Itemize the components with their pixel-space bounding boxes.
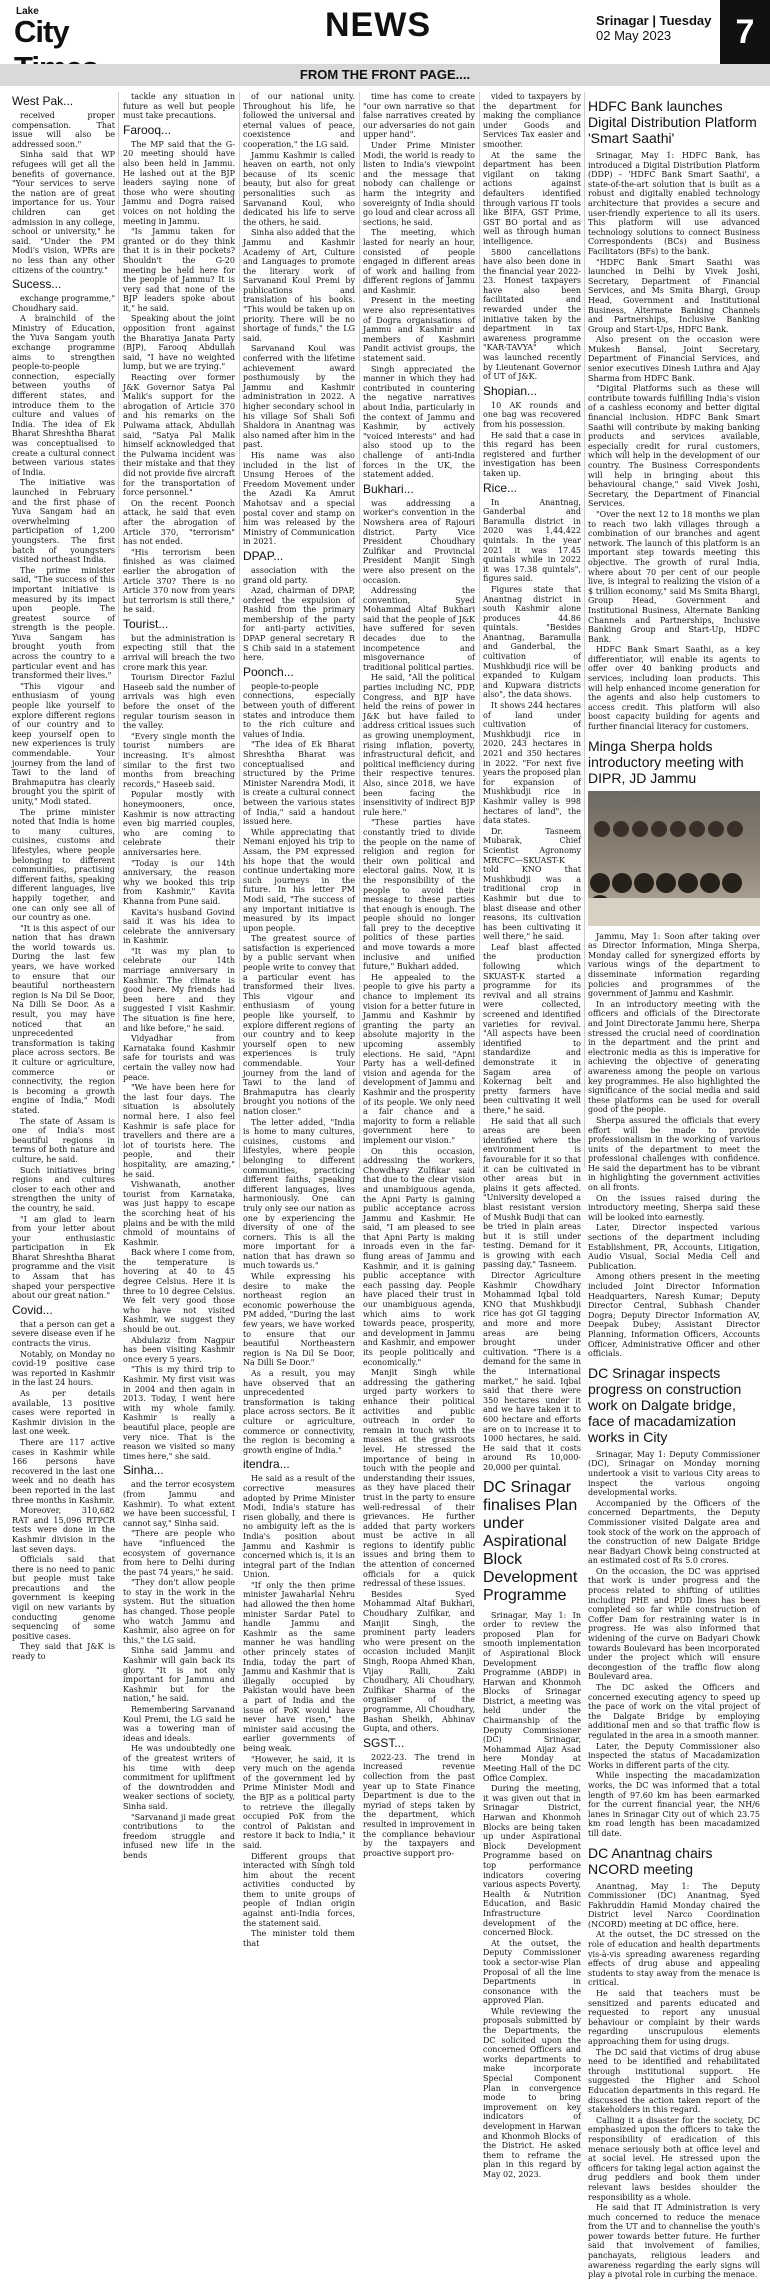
paragraph: The initiative was launched in February and the first phase of Yuva Sangam had an overwhelming participation of 1,200 youngsters. The first batch of youngsters visited northeast India. bbox=[12, 478, 115, 565]
story-body bbox=[12, 111, 115, 275]
paragraph: Vidyadhar from Karnataka found Kashmir safe for tourists and was certain the valley now had peace. bbox=[123, 1034, 235, 1082]
paragraph: 5800 cancellations have also been done in the financial year 2022-23. Honest taxpayers have also been facilitated and rewarded under the initiative taken by the department in tax awareness programme "KAR-TAVYA" which was launched recently by Lieutenant Governor of UT of J&K. bbox=[483, 247, 581, 382]
paragraph: but the administration is expecting still that the arrival will breach the two crore mark this year. bbox=[123, 633, 235, 672]
front-page-bar: FROM THE FRONT PAGE.... bbox=[0, 64, 770, 86]
story-body bbox=[483, 1611, 581, 2180]
paragraph: He said that a case in this regard has been registered and further investigation has been taken up. bbox=[483, 430, 581, 478]
paragraph: association with the grand old party. bbox=[243, 565, 355, 585]
paragraph: Remembering Sarvanand Koul Premi, the LG said he was a towering man of ideas and ideals. bbox=[123, 1705, 235, 1743]
story-body bbox=[243, 682, 355, 1456]
paragraph: Besides Syed Mohammad Altaf Bukhari, Choudhary Zulfikar, and Manjit Singh, the prominent party leaders who were present on the occasion included Manjit Singh, Roopa Ahmed Khan, Vijay Ralli, Zaki Choudhary, Ali Choudhary, Zulfikar Sharma of the organiser of the programme, Ali Choudhary, Bashan Sheikh, Abhinav Gupta, and others. bbox=[363, 1589, 476, 1734]
paragraph: The meeting, which lasted for nearly an hour, consisted of people engaged in different areas of work and hailing from different regions of Jammu and Kashmir. bbox=[363, 228, 475, 295]
column-4 bbox=[363, 92, 476, 1858]
story-kicker[interactable]: Shopian... bbox=[483, 383, 538, 398]
paragraph: Sinha said that WP refugees will get all the benefits of governance. "Your services to serve the nation are of great importance for us. Your children can get admission in any college, school or university," he said. "Under the PM Modi's vision, WPRs are no less than any other citizens of the country." bbox=[12, 150, 115, 275]
paragraph: They said that J&K is ready to bbox=[12, 1642, 115, 1662]
paragraph: The state of Assam is one of India's most beautiful regions in terms of both nature and culture, he said. bbox=[12, 1116, 115, 1164]
story-body bbox=[363, 92, 475, 480]
column-2 bbox=[123, 92, 235, 1860]
paragraph: Figures state that Anantnag district in south Kashmir alone produces 44.86 quintals. "Besides Anantnag, Baramulla and Ganderbal, the cultivation of Mushkbudji rice will be expanded to Kulgam and Kupwara districts also", the data shows. bbox=[483, 584, 581, 700]
paragraph: The greatest source of satisfaction is experienced by a public servant when people write to convey that a particular event has transformed their lives. This vigour and enthusiasm of young people like yourself, to explore different regions of our country and to keep yourself open to new experiences is truly commendable. Your journey from the land of Tawi to the land of Brahmaputra has clearly brought you notions of the nation closer." bbox=[243, 934, 355, 1116]
story-kicker[interactable]: Sinha... bbox=[123, 1463, 164, 1478]
paragraph: "His terrorism been finished as was claimed earlier the abrogation of Article 370? There is no Article 370 now from years but terrorism is still there," he said. bbox=[123, 547, 235, 615]
paragraph: Sarvanand Koul was conferred with the lifetime achievement award posthumously by the Jammu and Kashmir administration in 2022. A higher secondary school in his village Sof Shali Sofi Shaldora in Anantnag was also named after him in the past. bbox=[243, 344, 355, 450]
paragraph: Among others present in the meeting included Joint Director Information Headquarters, Naresh Kumar; Deputy Director Central, Subhash Chander Dogra; Deputy Director Information AV, Deepak Dubey; Assistant Director Planning, Information Officers, Accounts Officer, Administrative Officer and other officials. bbox=[588, 1272, 760, 1359]
paragraph: During the meeting, it was given out that in Srinagar District, Harwan and Khonmoh Blocks are being taken up under Aspirational Block Development Programme based on top performance indicators covering various aspects Poverty, Health & Nutrition Education, and Basic Infrastructure development of the concerned Block. bbox=[483, 1784, 581, 1938]
paragraph: "This is my third trip to Kashmir. My first visit was in 2004 and then again in 2013. Today, I went here with my whole family. Kashmir is really a beautiful place, people are very nice. That is the reason we visited so many times here," she said. bbox=[123, 1365, 235, 1461]
paragraph: Calling it a disaster for the society, DC emphasized upon the officers to take the responsibility of eradication of this menace seriously both at office level and at social level. He stressed upon the officers for taking legal action against the drug peddlers and book them under relevant laws besides shoulder the responsibility as a whole. bbox=[588, 2115, 760, 2202]
paragraph: Manjit Singh while addressing the gathering urged party workers to enhance their political activities and public outreach in order to remain in touch with the masses at the grassroots level. He stressed the importance of being in touch with the people and understanding their issues, as they have placed their trust in the party to ensure well-redressal of their grievances. He further added that party workers must be active in all regions to identify public issues and bring them to the attention of concerned officials for a quick redressal of these issues. bbox=[363, 1368, 475, 1589]
paragraph: time has come to create "our own narrative so that false narratives created by our adversaries do not gain upper hand". bbox=[363, 92, 475, 140]
dateline bbox=[596, 13, 716, 43]
story-kicker[interactable]: SGST... bbox=[363, 1735, 405, 1750]
paragraph: "Sarvanand ji made great contributions to the freedom struggle and infused new life in the bends bbox=[123, 1812, 235, 1860]
paragraph: Speaking about the joint opposition front against the Bharatiya Janata Party (BJP), Farooq Abdullah said, "I have no weighted lump, but we are trying." bbox=[123, 314, 235, 372]
paragraph: Also present on the occasion were Mukesh Bansal, Joint Secretary, Department of Financial Services, and senior executives Dinesh Luthra and Ajay Sharma from HDFC Bank. bbox=[588, 335, 760, 383]
paragraph: Such initiatives bring regions and cultures closer to each other and strengthen the unity of the country, he said. bbox=[12, 1165, 115, 1213]
story-kicker[interactable]: Tourist... bbox=[123, 616, 169, 631]
paragraph: Popular mostly with honeymooners, once, Kashmir is now attracting even big married couples, who are coming to celebrate their anniversaries here. bbox=[123, 790, 235, 857]
story-body bbox=[12, 294, 115, 1301]
paragraph: He said as a result of the corrective measures adopted by Prime Minister Modi, India's stature has risen globally, and there is no ambiguity left as the is India's position about Jammu and Kashmir is concerned which is, it is an integral part of the Indian Union. bbox=[243, 1474, 355, 1580]
paragraph: The MP said that the G-20 meeting should have also been held in Jammu. He lashed out at the BJP leaders saying none of those who were shouting Jammu and Dogra raised voices on not holding the meeting in Jammu. bbox=[123, 139, 235, 226]
paragraph: HDFC Bank Smart Saathi, as a key differentiator, will enable its agents to offer over 40 banking products and services, including loan products. This will help enhanced income generation for the agents and also help customers to access credit. This platform will also boost capacity building for agents and further financial literacy for customers. bbox=[588, 645, 760, 732]
city-day: Srinagar | Tuesday bbox=[596, 13, 712, 28]
column-3 bbox=[243, 92, 355, 1948]
paragraph: Kavita's husband Govind said it was his idea to celebrate the anniversary in Kashmir. bbox=[123, 907, 235, 946]
paragraph: At the outset, the DC stressed on the role of education and health departments vis-à-vis spreading awareness regarding effects of drug abuse and appealing students to stay away from the menace is critical. bbox=[588, 1930, 760, 1988]
right-news-column bbox=[588, 92, 760, 2280]
paragraph: "Every single month the tourist numbers are increasing. It's almost similar to the first two months from breaching records," Haseeb said. bbox=[123, 731, 235, 789]
story-body bbox=[243, 1474, 355, 1948]
paragraph: people-to-people connections, especially between youth of different states and introduce them to the rich culture and values of India. bbox=[243, 681, 355, 739]
paragraph: Later, the Deputy Commissioner also inspected the status of Macadamization Works in different parts of the city. bbox=[588, 1741, 760, 1770]
paragraph: "Today is our 14th anniversary, the reason why we booked this trip from Kashmir," Kavita Khanna from Pune said. bbox=[123, 858, 235, 906]
hdfc-headline[interactable]: HDFC Bank launches Digital Distribution Platform 'Smart Saathi' bbox=[588, 98, 757, 146]
story-body bbox=[483, 92, 581, 382]
paragraph: In an introductory meeting with the officers and officials of the Directorate and Joint Directorate Jammu here, Sherpa stressed the crucial need of coordination in the department and the print and electronic media as this is imperative for achieving the objective of generating awareness among the people on various key programmes. He also highlighted the significance of the social media and said these platforms can be used for overall good of the people. bbox=[588, 999, 760, 1115]
paragraph: "HDFC Bank Smart Saathi was launched in Delhi by Vivek Joshi, Secretary, Department of Financial Services, and Ms Smita Bhargi, Group Head, Government and Institutional Business, Alternate Banking Channels and Partnerships, Inclusive Banking Group and Start-Ups, HDFC Bank. bbox=[588, 257, 760, 334]
paragraph: vided to taxpayers by the department for making the compliance under Goods and Services Tax easier and smoother. bbox=[483, 92, 581, 149]
column-1 bbox=[12, 92, 115, 1662]
paragraph: Srinagar, May 1: In order to review the proposed Plan for smooth implementation of Aspirational Block Development Programme (ABDP) in Harwan and Khonmoh Blocks of Srinagar District, a meeting was held under the Chairmanship of the Deputy Commissioner (DC) Srinagar, Mohammad Aijaz Asad here Monday at Meeting Hall of the DC Office Complex. bbox=[483, 1610, 581, 1783]
story-kicker[interactable]: Covid... bbox=[12, 1302, 53, 1317]
paragraph: As a result, you may have observed that an unprecedented transformation is taking place across sectors. Be it culture or agriculture, commerce or connectivity, the region is becoming a growth engine of India." bbox=[243, 1369, 355, 1455]
paragraph: His name was also included in the list of Unsung Heroes of the Freedom Movement under the Azadi Ka Amrut Mahotsav and a special postal cover and stamp on him was released by the Ministry of Communication in 2021. bbox=[243, 450, 355, 547]
paragraph: "We have been here for the last four days. The situation is absolutely normal here. I also feel Kashmir is safe place for travellers and there are a lot of tourists here. The people, and their hospitality, are amazing," he said. bbox=[123, 1083, 235, 1179]
paragraph: While expressing his desire to make the northeast region an economic powerhouse the PM added, "During the last few years, we have worked to ensure that our beautiful Northeastern region is Na Dil Se Door, Na Dilli Se Door." bbox=[243, 1272, 355, 1368]
paragraph: Srinagar, May 1: Deputy Commissioner (DC), Srinagar on Monday morning undertook a visit to various City areas to inspect the various ongoing developmental works. bbox=[588, 1449, 760, 1498]
paragraph: Addressing the convention, Syed Mohammad Altaf Bukhari said that the people of J&K have suffered for seven decades due to the incompetence and misgovernance of traditional political parties. bbox=[363, 586, 475, 672]
newspaper-logo[interactable] bbox=[14, 6, 156, 62]
paragraph: 2022-23. The trend in increased revenue collection from the past year up to State Finance Department is due to the myriad of steps taken by the department, which resulted in improvement in the compliance behaviour by the taxpayers and proactive support pro- bbox=[363, 1752, 475, 1858]
column-rule bbox=[359, 92, 360, 1168]
story-kicker[interactable]: Farooq... bbox=[123, 122, 172, 137]
paragraph: Anantnag, May 1: The Deputy Commissioner (DC) Anantnag, Syed Fakhruddin Hamid Monday chaired the District level Narco Coordination (NCORD) meeting at DC office, here. bbox=[588, 1881, 760, 1929]
paragraph: A brainchild of the Ministry of Education, the Yuva Sangam youth exchange programme aims to strengthen people-to-people connection, especially between youths of different states, and introduce them to the culture and values of India. The idea of Ek Bharat Shreshtha Bharat was conceptualised to create a cultural connect between various states of India. bbox=[12, 314, 115, 477]
paragraph: In Anantnag, Ganderbal and Baramulla district in 2020 was 1,44,422 quintals. In the year 2021 it was 17.45 quintals while in 2022 it was 17.38 quintals", figures said. bbox=[483, 497, 581, 584]
paragraph: While inspecting the macadamization works, the DC was informed that a total length of 97.60 km has been earmarked for the current financial year, the NH/6 lanes in Srinagar City out of which 23.75 km road length has been macadamized till date. bbox=[588, 1771, 760, 1838]
paragraph: Abdulaziz from Nagpur has been visiting Kashmir once every 5 years. bbox=[123, 1335, 235, 1364]
story-body bbox=[363, 499, 475, 1734]
story-body bbox=[588, 151, 760, 732]
story-kicker[interactable]: West Pak... bbox=[12, 94, 74, 108]
story-body bbox=[123, 140, 235, 615]
paragraph: Dr. Tasneem Mubarak, Chief Scientist Agronomy MRCFC—SKUAST-K told KNO that Mushkbudji was a traditional crop in Kashmir but due to blast disease and other reasons, its cultivation has been cultivating it well there," he said. bbox=[483, 826, 581, 942]
paragraph: Officials said that there is no need to panic but people must take precautions and the government is keeping vigil on new variants by conducting genome sequencing of some positive cases. bbox=[12, 1555, 115, 1641]
paragraph: The letter added, "India is home to many cultures, cuisines, customs and lifestyles, where people belonging to different communities, practicing different faiths, speaking different languages, lives harmoniously. One can truly only see our nation as one by experiencing the diversity of one of the corners. This is all the more important for a nation that has drawn so much towards us." bbox=[243, 1117, 355, 1271]
dalgate-headline[interactable]: DC Srinagar inspects progress on construction work on Dalgate bridge, face of macadamization works in City bbox=[588, 1364, 742, 1445]
column-rule bbox=[479, 92, 480, 1168]
paragraph: While appreciating that Nemani enjoyed his trip to Assam, the PM expressed his hope that the would continue undertaking more such journeys in the future. In his letter PM Modi said, "The success of any important initiative is measured by its impact upon people. bbox=[243, 827, 355, 933]
column-rule bbox=[118, 92, 119, 1168]
paragraph: At the outset, the Deputy Commissioner took a sector-wise Plan Proposal of all the line Departments in consonance with the approved Plan. bbox=[483, 1938, 581, 2006]
paragraph: "If only the then prime minister Jawaharlal Nehru had allowed the then home minister Sardar Patel to handle Jammu and Kashmir as the same manner he was handling other princely states of India, today the part of Jammu and Kashmir that is illegally occupied by Pakistan would have been a part of India and the issue of PoK would have never have risen," the minister said accusing the earlier governments of being weak. bbox=[243, 1580, 355, 1753]
paragraph: Jammu, May 1: Soon after taking over as Director Information, Minga Sherpa, Monday called for synergized efforts by various wings of the department to disseminate information regarding policies and programmes of the government of Jammu and Kashmir. bbox=[588, 931, 760, 999]
story-body bbox=[483, 401, 581, 479]
column-rule bbox=[239, 92, 240, 1168]
paragraph: The prime minister said, "The success of this important initiative is measured by its impact upon people. The greatest source of strength is the people. Yuva Sangam has brought youth from across the country to a particular event and has transformed their lives." bbox=[12, 565, 115, 681]
paragraph: He said that teachers must be sensitized and parents educated and requested to report any unusual behaviour or complaint by their wards regarding unscrupulous elements approaching them for using drugs. bbox=[588, 1989, 760, 2046]
story-body bbox=[123, 92, 235, 121]
paragraph: Later, Director inspected various sections of the department including Establishment, PR, Accounts, Litigation, Audio Visual, Social Media Cell and Publication. bbox=[588, 1223, 760, 1271]
story-kicker[interactable]: itendra... bbox=[243, 1457, 290, 1472]
story-kicker[interactable]: Bukhari... bbox=[363, 481, 414, 496]
paragraph: While reviewing the proposals submitted by the Departments, the DC solicited upon the concerned Officers and works departments to make incorporate Special Component Plan in convergence mode to bring improvement on key indicators of development in Harwan and Khonmoh Blocks of the District. He asked them to reframe the plan in this regard by May 02, 2023. bbox=[483, 2006, 581, 2179]
paragraph: Sinha said Jammu and Kashmir will gain back its glory. "It is not only important for Jammu and Kashmir but for the nation," he said. bbox=[123, 1646, 235, 1704]
paragraph: "This vigour and enthusiasm of young people like yourself to explore different regions of our country and to keep yourself open to new experiences is truly commendable. Your journey from the land of Tawi to the land of Brahmaputra has clearly brought you the spirit of unity," Modi stated. bbox=[12, 681, 115, 806]
paragraph: Vishwanath, another tourist from Karnataka, was just happy to escape the scorching heat of his plains and be with the mild chmold of mountains of Kashmir. bbox=[123, 1180, 235, 1247]
paragraph: Azad, chairman of DPAP, ordered the expulsion of Rashid from the primary membership of the party for anti-party activities, DPAP general secretary R S Chib said in a statement here. bbox=[243, 586, 355, 663]
masthead bbox=[0, 0, 770, 64]
logo-main-text: City bbox=[14, 14, 69, 49]
paragraph: On this occasion, addressing the workers, Chowdhary Zulfikar said that due to the clear vision and unambiguous agenda, the Apni Party is gaining public acceptance across Jammu and Kashmir. He said, "I am pleased to see that Apni Party is making inroads even in the far-flung areas of Jammu and Kashmir, and it is gaining public acceptance with each passing day. People have placed their trust in our unambiguous agenda, which aims to work towards peace, prosperity, and development in Jammu and Kashmir, and empower its people politically and economically." bbox=[363, 1146, 475, 1367]
paragraph: There are 117 active cases in Kashmir while 166 persons have recovered in the last one week and no death has been reported in the last three months in Kashmir. bbox=[12, 1437, 115, 1505]
paragraph: "Is Jammu taken for granted or do they think that it is in their pockets? Shouldn't the G-20 meeting be held here for the people of Jammu? It is very sad that none of the BJP leaders spoke about it," he said. bbox=[123, 227, 235, 313]
paragraph: Back where I come from, the temperature is hovering at 40 to 45 degree Celsius. Here it is three to 10 degree Celsius. We felt very good those who have not visited Kashmir, we suggest they should be out. bbox=[123, 1248, 235, 1335]
dc-srinagar-headline[interactable]: DC Srinagar finalises Plan under Aspirational Block Development Programme bbox=[483, 1478, 578, 1604]
issue-date: 02 May 2023 bbox=[596, 28, 672, 43]
story-kicker[interactable]: Poonch... bbox=[243, 664, 294, 679]
paragraph: "It is this aspect of our nation that has drawn the world towards us. During the last few years, we have worked to ensure that our beautiful northeastern region is Na Dil Se Door, Na Dilli Se Door. As a result, you may have noticed that an unprecedented transformation is taking place across sectors. Be it culture or agriculture, commerce or connectivity, the region is becoming a growth engine of India," Modi stated. bbox=[12, 923, 115, 1115]
paragraph: "Digital Platforms such as these will contribute towards fulfilling India's vision of a cashless economy and better digital financial inclusion. HDFC Bank Smart Saathi will contribute by making banking products and services available, especially credit for rural customers, which will help in the development of our country. The Business Correspondents will help in bringing about this behavioural change," said Vivek Joshi, Secretary, the Department of Financial Services. bbox=[588, 384, 760, 509]
paragraph: Accompanied by the Officers of the concerned Departments, the Deputy Commissioner visited Dalgate area and took stock of the work on the approach of the construction of new Dalgate Bridge near Badyari Chowk being constructed at an estimated cost of Rs 5.0 crores. bbox=[588, 1498, 760, 1566]
story-body bbox=[363, 1753, 475, 1859]
paragraph: Sinha also added that the Jammu and Kashmir Academy of Art, Culture and Languages to promote the literary work of Sarvanand Koul Premi by publications and translation of his books. "This would be taken up on priority. There will be no shortage of funds," the LG said. bbox=[243, 228, 355, 343]
ncord-headline[interactable]: DC Anantnag chairs NCORD meeting bbox=[588, 1844, 713, 1877]
paragraph: of our national unity. Throughout his life, he followed the universal and eternal values of peace, coexistence and cooperation," the LG said. bbox=[243, 92, 355, 149]
paragraph: On the issues raised during the introductory meeting, Sherpa said these will be looked into earnestly. bbox=[588, 1193, 760, 1222]
paragraph: Sherpa assured the officials that every effort will be made to provide professionalism in the working of various units of the department to meet the professional challenges with confidence. He said the department has to be vibrant in highlighting the government activities on all fronts. bbox=[588, 1115, 760, 1193]
logo-small-text: Lake bbox=[16, 6, 39, 17]
paragraph: The DC asked the Officers and concerned executing agency to speed up the pace of work on the vital project of the Dalgate Bridge by employing additional men and so that traffic flow is regulated in the area in a smooth manner. bbox=[588, 1683, 760, 1740]
paragraph: The DC said that victims of drug abuse need to be identified and rehabilitated through institutional support. He suggested the Higher and School Education departments in this regard. He discussed the action taken report of the stakeholders in this regard. bbox=[588, 2047, 760, 2115]
story-kicker[interactable]: Rice... bbox=[483, 480, 518, 495]
story-body bbox=[588, 1450, 760, 1839]
story-body bbox=[243, 566, 355, 663]
paragraph: Singh appreciated the manner in which they had contributed in countering the negative narratives about India, particularly in the context of Jammu and Kashmir, by actively "voiced interests" and had also stood up to the challenge of anti-India forces in the UK, the statement added. bbox=[363, 364, 475, 480]
paragraph: tackle any situation in future as well but people must take precautions. bbox=[123, 92, 235, 121]
story-body bbox=[588, 1882, 760, 2280]
paragraph: "They don't allow people to stay in the work in the system. But the situation has changed. Those people who watch Jammu and Kashmir, also agree on for this," the LG said. bbox=[123, 1578, 235, 1645]
paragraph: Tourism Director Fazlul Haseeb said the number of arrivals was high even before the onset of the regular tourism season in the valley. bbox=[123, 673, 235, 731]
story-body bbox=[12, 1320, 115, 1662]
story-body bbox=[483, 498, 581, 1473]
paragraph: Srinagar, May 1: HDFC Bank, has introduced a Digital Distribution Platform (DDP) – 'HDFC Bank Smart Saathi', a state-of-the-art solution that is built as a robust and digitally enabled technology architecture that provides a secure and user-friendly experience to all its users. This platform will use advanced technology solutions to connect Business Correspondents (BCs) and Business Facilitators (BFs) to the bank. bbox=[588, 151, 760, 256]
column-rule bbox=[584, 92, 585, 1168]
paragraph: The minister told them that bbox=[243, 1929, 355, 1948]
paragraph: Present in the meeting were also representatives of Dogra organisations of Jammu and Kashmir and members of Kashmiri Pandit activist groups, the statement said. bbox=[363, 296, 475, 364]
paragraph: At the same the department has been vigilant on taking actions against defaulters identified through various IT tools like BIFA, GST Prime, GST BO portal and as well as through human intelligence. bbox=[483, 150, 581, 246]
story-body bbox=[123, 634, 235, 1461]
paragraph: Different groups that interacted with Singh told him about the recent activities conducted by them to unite groups of people of Indian origin against anti-India forces, the statement said. bbox=[243, 1851, 355, 1928]
paragraph: He said, "All the political parties including NC, PDP, Congress, and BJP have held the reins of power in J&K but have failed to address critical issues such as growing unemployment, rising inflation, poverty, infrastructural deficit, and political inefficiency during their respective tenures. Also, since 2018, we have been facing the insensitivity of indirect BJP rule here." bbox=[363, 673, 475, 817]
paragraph: Moreover, 310,682 RAT and 15,096 RTPCR tests were done in the Kashmir division in the last seven days. bbox=[12, 1506, 115, 1554]
paragraph: "The idea of Ek Bharat Shreshtha Bharat was conceptualised and structured by the Prime Minister Narendra Modi, it is create a cultural connect between the various states of India," said a handout issued here. bbox=[243, 740, 355, 827]
paragraph: that a person can get a severe disease even if he contracts the virus. bbox=[12, 1319, 115, 1349]
paragraph: Notably, on Monday no covid-19 positive case was reported in Kashmir in the last 24 hours. bbox=[12, 1349, 115, 1388]
paragraph: The prime minister noted that India is home to many cultures, cuisines, customs and lifestyles, where people belonging to different communities, practising different faiths, speaking different languages, live happily together, and one can only see all of our country as one. bbox=[12, 807, 115, 923]
paragraph: 10 AK rounds and one bag was recovered from his possession. bbox=[483, 400, 581, 429]
paragraph: and the terror ecosystem (from Jammu and Kashmir). To what extent we have been successful, I cannot say," Sinha said. bbox=[123, 1480, 235, 1528]
paragraph: "Over the next 12 to 18 months we plan to reach two lakh villages through a combination of our branches and agent network. The launch of this platform is an important step towards meeting this objective. The growth of rural India, where about 70 per cent of our people live, is integral to realizing the vision of a $ trillion economy," said Ms Smita Bhargi, Group Head, Government and Institutional Business, Alternate Banking Channels and Partnerships, Inclusive Banking Group and Start-Up, HDFC Bank. bbox=[588, 509, 760, 644]
story-body bbox=[123, 1480, 235, 1860]
column-5 bbox=[483, 92, 581, 2179]
paragraph: He was undoubtedly one of the greatest writers of his time with deep commitment for upliftment of the downtrodden and weaker sections of society, Sinha said. bbox=[123, 1744, 235, 1811]
paragraph: Leaf blast affected the production following which SKUAST-K started a programme for its revival and all strains were collected, screened and identified varieties for revival. "All aspects have been identified to standardize and demonstrate it in Sagam area of Kokernag belt and pretty farmers have been cultivating it well there," he said. bbox=[483, 942, 581, 1115]
paragraph: Reacting over former J&K Governor Satya Pal Malik's support for the abrogation of Article 370 and his remarks on the Pulwama attack, Abdullah said, "Satya Pal Malik himself acknowledged that the Pulwama incident was their mistake and that they did not provide five aircraft for the transportation of force personnel." bbox=[123, 373, 235, 498]
sherpa-headline[interactable]: Minga Sherpa holds introductory meeting with DIPR, JD Jammu bbox=[588, 737, 744, 786]
paragraph: As per details available, 13 positive cases were reported in Kashmir division in the last one week. bbox=[12, 1389, 115, 1437]
paragraph: Jammu Kashmir is called heaven on earth, not only because of its scenic beauty, but also for great personalities such as Sarvanand Koul, who dedicated his life to serve the others, he said. bbox=[243, 150, 355, 227]
paragraph: was addressing a worker's convention in the Nowshera area of Rajouri district. Party Vice President Choudhary Zulfikar and Provincial President Manjit Singh were also present on the occasion. bbox=[363, 498, 475, 585]
paragraph: Under Prime Minister Modi, the world is ready to listen to India's viewpoint and the message that nobody can challenge or harm the integrity and sovereignty of India should go loud and clear across all sections, he said. bbox=[363, 140, 475, 227]
paragraph: On the occasion, the DC was apprised that work is under progress and the process related to shifting of utilities including PHE and PDD lines has been completed so far while construction of Coffer Dam for restraining water is in progress. He was also informed that widening of the curve on Badyari Chowk towards Boulevard has been incorporated under the project which will ensure decongestion of the traffic flow along Boulevard area. bbox=[588, 1566, 760, 1682]
paragraph: "It was my plan to celebrate our 14th marriage anniversary in Kashmir. The climate is good here. My friends had been here and they suggested I visit Kashmir. The situation is fine here, and like before," he said. bbox=[123, 946, 235, 1033]
meeting-photo bbox=[588, 791, 760, 926]
paragraph: Director Agriculture Kashmir Chowdhary Mohammad Iqbal told KNO that Mushkbudji rice has got GI tagging and more and more areas are being brought under cultivation. "There is a demand for the same in the international market," he said. Iqbal said that there were 350 hectares under it and we have taken it to 600 hectare and efforts are on to increase it to 1000 hectares, he said. He said that it costs around Rs 10,000-20,000 per quintal. bbox=[483, 1271, 581, 1472]
paragraph: He said that IT Administration is very much concerned to reduce the menace from the UT and to channelise the youth's power towards better future. He further said that involvement of families, panchayats, religious leaders and awareness regarding the early signs will play a pivotal role in curbing the menace. bbox=[588, 2203, 760, 2280]
paragraph: He appealed to the people to give his party a chance to implement its vision for a better future in Jammu and Kashmir by granting the party an absolute majority in the upcoming assembly elections. He said, "Apni Party has a well-defined vision and agenda for the development of Jammu and Kashmir and the prosperity of its people. We only need a fair chance and a majority to form a reliable government here to implement our vision." bbox=[363, 972, 475, 1145]
paragraph: "These parties have constantly tried to divide the people on the name of religion and region for their own political and electoral gains. Now, it is the responsibility of the people to avoid their message to these parties that enough is enough. The people should no longer fall prey to the deceptive politics of these parties and move towards a more inclusive and unified future," Bukhari added. bbox=[363, 818, 475, 972]
story-kicker[interactable]: DPAP... bbox=[243, 548, 284, 563]
story-kicker[interactable]: Sucess... bbox=[12, 277, 62, 292]
paragraph: "There are people who have "influenced the ecosystem of governance from here to Delhi during the past 74 years," he said. bbox=[123, 1529, 235, 1577]
story-body bbox=[243, 92, 355, 547]
paragraph: received proper compensation. That issue will also be addressed soon." bbox=[12, 111, 115, 149]
paragraph: He said that all such areas are been identified where the environment is favourable for it so that it can be cultivated in other areas but in plains it gets affected. "University developed a blast resistant version of Mushk Budji that can be tried in plain areas but it is still under testing. Demand for it is growing with each passing day," Tasneem. bbox=[483, 1116, 581, 1270]
paragraph: "However, he said, it is very much on the agenda of the government led by Prime Minister Modi and the BJP as a political party to retrieve the illegally occupied PoK from the control of Pakistan and restore it back to India," it said. bbox=[243, 1754, 355, 1850]
paragraph: exchange programme," Choudhary said. bbox=[12, 294, 115, 313]
section-title: NEWS bbox=[325, 6, 431, 44]
story-body bbox=[588, 932, 760, 1359]
paragraph: It shows 244 hectares of land under cultivation of Mushkbudji rice in 2020, 243 hectares in 2021 and 350 hectares in 2022. "For next five years the proposed plan for expansion of Mushkbudji rice in Kashmir valley is 998 hectares of land", the data states. bbox=[483, 701, 581, 826]
paragraph: "I am glad to learn from your letter about your enthusiastic participation in Ek Bharat Shreshtha Bharat programme and the visit to Assam that has shaped your perspective about our great nation." bbox=[12, 1214, 115, 1301]
paragraph: On the recent Poonch attack, he said that even after the abrogation of Article 370, "terrorism" has not ended. bbox=[123, 498, 235, 547]
page-number: 7 bbox=[720, 0, 770, 64]
